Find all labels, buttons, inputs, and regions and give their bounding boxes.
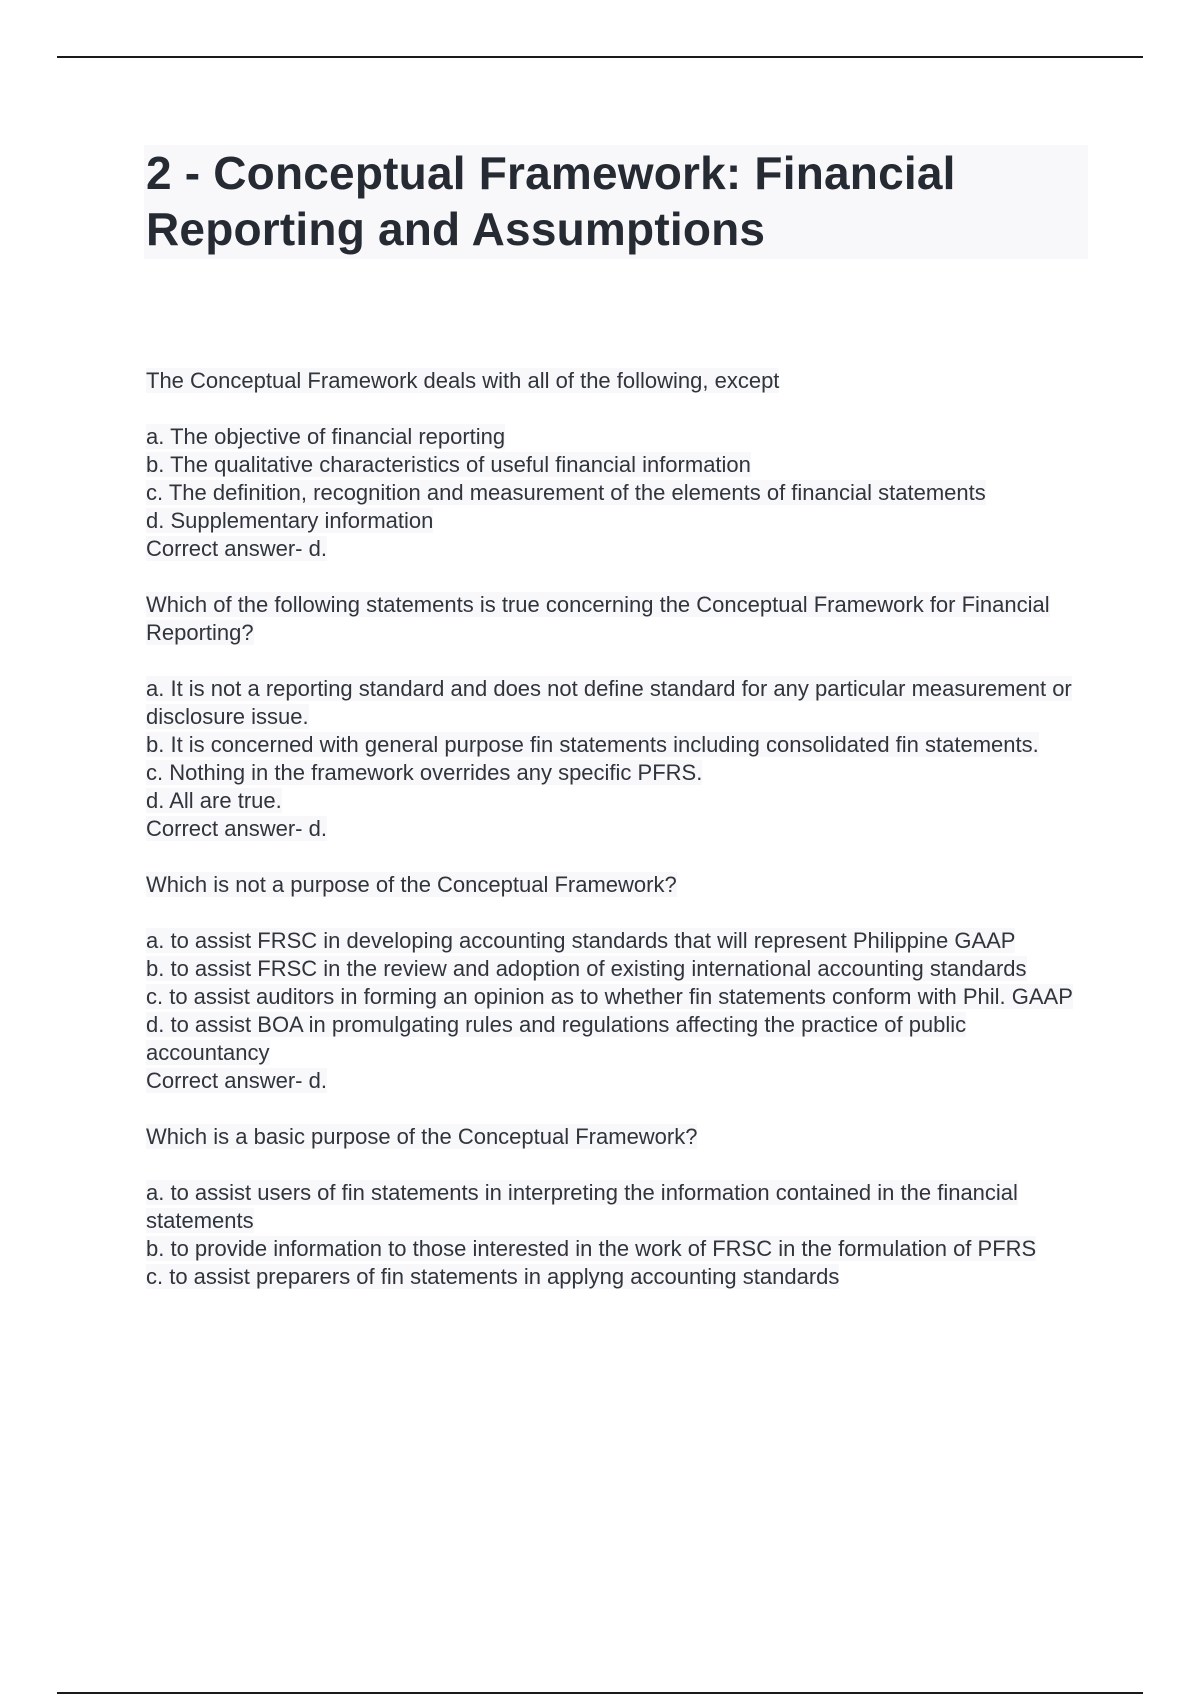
question-block-1 (146, 367, 1076, 563)
option-a: a. to assist FRSC in developing accounting standards that will represent Philippine GAAP (146, 928, 1016, 953)
option-d: d. to assist BOA in promulgating rules and regulations affecting the practice of public accountancy (146, 1012, 967, 1065)
option-c: c. to assist preparers of fin statements in applyng accounting standards (146, 1264, 840, 1289)
question-text: Which of the following statements is true concerning the Conceptual Framework for Financial Reporting? (146, 592, 1050, 645)
question-block-2 (146, 591, 1076, 843)
question-block-3 (146, 871, 1076, 1095)
question-text: Which is not a purpose of the Conceptual Framework? (146, 872, 677, 897)
option-a: a. The objective of financial reporting (146, 424, 506, 449)
page-title: 2 - Conceptual Framework: Financial Reporting and Assumptions (146, 147, 956, 255)
option-d: d. All are true. (146, 788, 282, 813)
top-rule (57, 56, 1143, 58)
question-text: Which is a basic purpose of the Conceptual Framework? (146, 1124, 698, 1149)
option-b: b. It is concerned with general purpose fin statements including consolidated fin statements. (146, 732, 1039, 757)
option-b: b. to assist FRSC in the review and adoption of existing international accounting standards (146, 956, 1027, 981)
option-d: d. Supplementary information (146, 508, 434, 533)
options-list (146, 423, 1076, 535)
option-c: c. Nothing in the framework overrides any specific PFRS. (146, 760, 703, 785)
correct-answer: Correct answer- d. (146, 1068, 327, 1093)
options-list (146, 927, 1076, 1067)
option-b: b. to provide information to those interested in the work of FRSC in the formulation of PFRS (146, 1236, 1037, 1261)
page-title-block (144, 145, 1088, 259)
correct-answer: Correct answer- d. (146, 816, 327, 841)
option-b: b. The qualitative characteristics of useful financial information (146, 452, 751, 477)
options-list (146, 1179, 1076, 1291)
option-c: c. to assist auditors in forming an opinion as to whether fin statements conform with Phil. GAAP (146, 984, 1073, 1009)
question-text: The Conceptual Framework deals with all of the following, except (146, 368, 780, 393)
option-a: a. It is not a reporting standard and does not define standard for any particular measurement or disclosure issue. (146, 676, 1072, 729)
bottom-rule (57, 1692, 1143, 1694)
option-a: a. to assist users of fin statements in interpreting the information contained in the financial statements (146, 1180, 1018, 1233)
correct-answer: Correct answer- d. (146, 536, 327, 561)
option-c: c. The definition, recognition and measurement of the elements of financial statements (146, 480, 986, 505)
options-list (146, 675, 1076, 815)
question-block-4 (146, 1123, 1076, 1291)
document-body (146, 367, 1076, 1319)
